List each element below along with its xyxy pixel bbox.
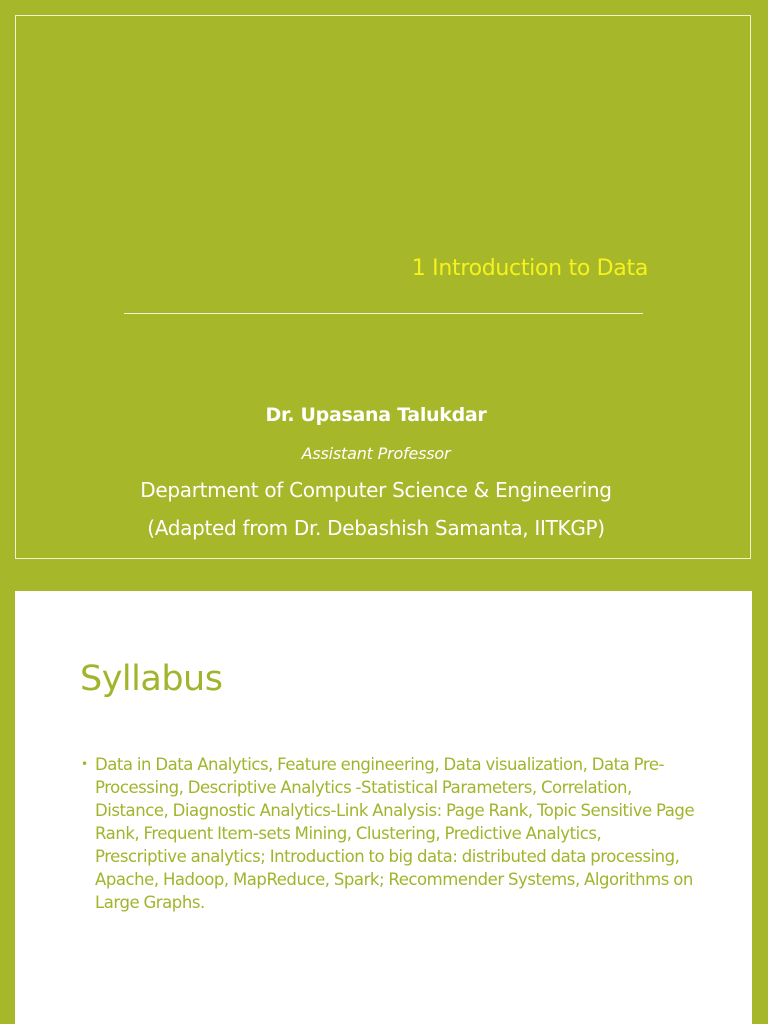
syllabus-slide [15, 591, 752, 1024]
bullet-glyph: • [81, 757, 89, 771]
slide-title: 1 Introduction to Data [411, 256, 648, 281]
title-divider [124, 313, 643, 314]
author-role: Assistant Professor [301, 444, 451, 463]
department-name: Department of Computer Science & Engineering [140, 478, 612, 502]
adapted-from-note: (Adapted from Dr. Debashish Samanta, IITKGP) [147, 516, 605, 540]
author-name: Dr. Upasana Talukdar [265, 404, 487, 426]
syllabus-heading: Syllabus [80, 659, 223, 699]
syllabus-body: Data in Data Analytics, Feature engineering, Data visualization, Data Pre-Processing, Descriptive Analytics -Statistical Parameters, Correlation, Distance, Diagnostic Analytics-Link Analysis: Page Rank, Topic Sensitive Page Rank, Frequent Item-sets Mining, Clustering, Predictive Analytics, Prescriptive analytics; Introduction to big data: distributed data processing, Apache, Hadoop, MapReduce, Spark; Recommender Systems, Algorithms on Large Graphs. [95, 755, 695, 912]
